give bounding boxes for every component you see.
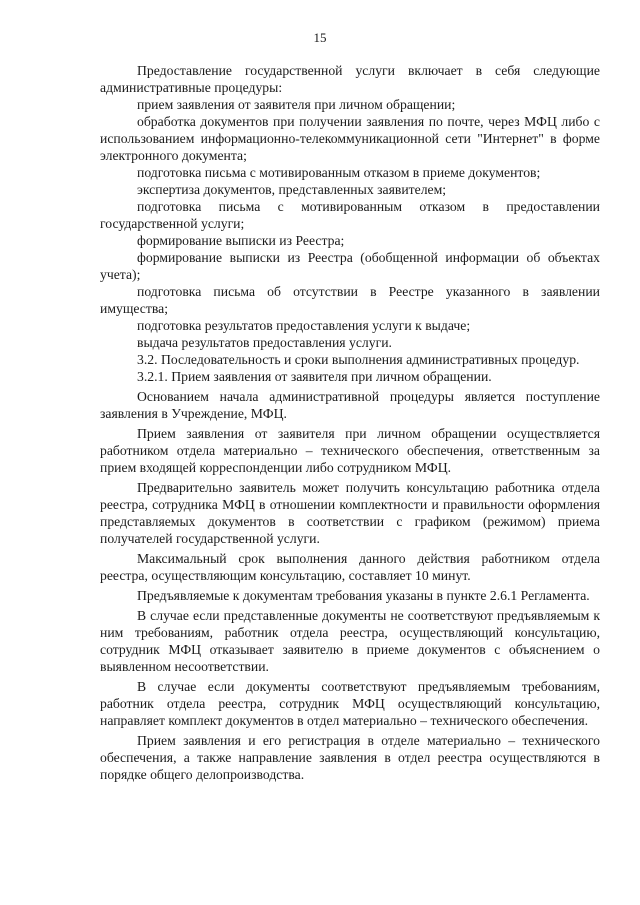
paragraph: Предъявляемые к документам требования указаны в пункте 2.6.1 Регламента. (137, 588, 590, 603)
paragraph: В случае если документы соответствуют предъявляемым требованиям, работник отдела реестра, сотрудник МФЦ осуществляющий консультацию, направляет комплект документов в отдел материально – технического обеспечения. (100, 679, 600, 728)
list-item: формирование выписки из Реестра; (137, 233, 345, 248)
paragraph: Прием заявления и его регистрация в отделе материально – технического обеспечения, а также направление заявления в отдел реестра осуществляются в порядке общего делопроизводства. (100, 733, 600, 782)
paragraph: Предоставление государственной услуги включает в себя следующие административные процедуры: (100, 63, 600, 95)
paragraph: В случае если представленные документы не соответствуют предъявляемым к ним требованиям, работник отдела реестра, осуществляющий консультацию, сотрудник МФЦ отказывает заявителю в приеме документов с объяснением о выявленном несоответствии. (100, 608, 600, 674)
list-item: экспертиза документов, представленных заявителем; (137, 182, 447, 197)
paragraph: Максимальный срок выполнения данного действия работником отдела реестра, осуществляющим консультацию, составляет 10 минут. (100, 551, 600, 583)
subsection-heading: 3.2.1. Прием заявления от заявителя при личном обращении. (137, 369, 492, 384)
list-item: прием заявления от заявителя при личном обращении; (137, 97, 456, 112)
list-item: подготовка результатов предоставления услуги к выдаче; (137, 318, 471, 333)
document-body (100, 62, 600, 783)
paragraph: Прием заявления от заявителя при личном обращении осуществляется работником отдела материально – технического обеспечения, ответственным за прием входящей корреспонденции либо сотрудником МФЦ. (100, 426, 600, 475)
section-heading: 3.2. Последовательность и сроки выполнения административных процедур. (137, 352, 580, 367)
list-item: подготовка письма с мотивированным отказом в предоставлении государственной услуги; (100, 199, 600, 231)
list-item: подготовка письма об отсутствии в Реестре указанного в заявлении имущества; (100, 284, 600, 316)
list-item: формирование выписки из Реестра (обобщенной информации об объектах учета); (100, 250, 600, 282)
list-item: обработка документов при получении заявления по почте, через МФЦ либо с использованием информационно-телекоммуникационной сети "Интернет" в форме электронного документа; (100, 114, 600, 163)
paragraph: Предварительно заявитель может получить консультацию работника отдела реестра, сотрудника МФЦ в отношении комплектности и правильности оформления представляемых документов в соответствии с графиком (режимом) приема получателей государственной услуги. (100, 480, 600, 546)
list-item: выдача результатов предоставления услуги. (137, 335, 392, 350)
page-number: 15 (313, 30, 327, 45)
paragraph: Основанием начала административной процедуры является поступление заявления в Учреждение, МФЦ. (100, 389, 600, 421)
list-item: подготовка письма с мотивированным отказом в приеме документов; (137, 165, 541, 180)
